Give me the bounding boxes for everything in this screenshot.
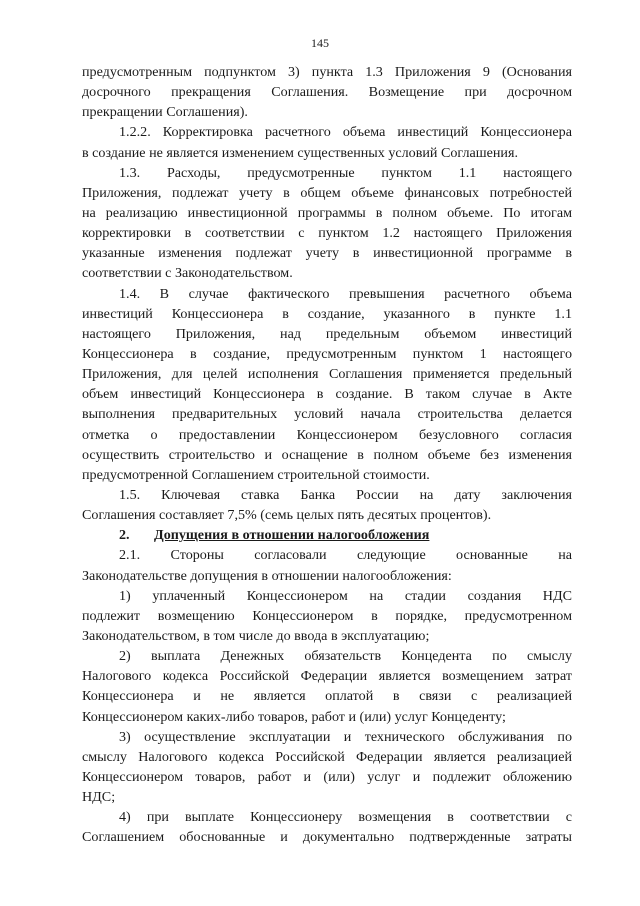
text-line: выполнения предварительных условий начала строительства делается [82, 406, 572, 423]
text-line: 2.1. Стороны согласовали следующие основанные на [119, 547, 572, 564]
text-line: Налогового кодекса Российской Федерации является возмещением затрат [82, 668, 572, 685]
text-line: в создание не является изменением существенных условий Соглашения. [82, 144, 518, 161]
text-line: прекращении Соглашения). [82, 104, 248, 121]
text-line: корректировки в соответствии с пунктом 1.2 настоящего Приложения [82, 225, 572, 242]
text-line: 2) выплата Денежных обязательств Концедента по смыслу [119, 648, 572, 665]
text-line: осуществить строительство и оснащение в полном объеме без изменения [82, 446, 572, 463]
text-line: смыслу Налогового кодекса Российской Федерации является реализацией [82, 748, 572, 765]
text-line: Концессионера в создание, предусмотренным пунктом 1 настоящего [82, 345, 572, 362]
text-line: 1.4. В случае фактического превышения расчетного объема [119, 285, 572, 302]
text-line: объем инвестиций Концессионера в создание. В таком случае в Акте [82, 386, 572, 403]
text-line: настоящего Приложения, над предельным объемом инвестиций [82, 325, 572, 342]
page-number: 145 [311, 36, 329, 50]
body-text [82, 62, 572, 847]
text-line: 1) уплаченный Концессионером на стадии создания НДС [119, 587, 572, 604]
text-line: Приложения, подлежат учету в общем объеме финансовых потребностей [82, 184, 572, 201]
text-line: подлежит возмещению Концессионером в порядке, предусмотренном [82, 607, 572, 624]
section-title: Допущения в отношении налогообложения [154, 527, 430, 544]
text-line: указанные изменения подлежат учету в инвестиционной программе в [82, 245, 572, 262]
text-line: инвестиций Концессионера в создание, указанного в пункте 1.1 [82, 305, 572, 322]
text-line: Законодательстве допущения в отношении налогообложения: [82, 567, 452, 584]
text-line: Законодательством, в том числе до ввода в эксплуатацию; [82, 627, 430, 644]
text-line: предусмотренной Соглашением строительной стоимости. [82, 466, 430, 483]
text-line: Концессионера и не является оплатой в связи с реализацией [82, 688, 572, 705]
text-line: досрочного прекращения Соглашения. Возмещение при досрочном [82, 84, 572, 101]
text-line: отметка о предоставлении Концессионером безусловного согласия [82, 426, 572, 443]
text-line: Концессионером каких-либо товаров, работ и (или) услуг Концеденту; [82, 708, 506, 725]
text-line: 3) осуществление эксплуатации и технического обслуживания по [119, 728, 572, 745]
text-line: Соглашения составляет 7,5% (семь целых пять десятых процентов). [82, 507, 492, 524]
text-line: Приложения, для целей исполнения Соглашения применяется предельный [82, 366, 572, 383]
text-line: НДС; [82, 789, 116, 806]
text-line: 1.5. Ключевая ставка Банка России на дату заключения [119, 486, 572, 503]
text-line: 1.3. Расходы, предусмотренные пунктом 1.1 настоящего [119, 164, 572, 181]
text-line: соответствии с Законодательством. [82, 265, 293, 282]
text-line: Соглашением обоснованные и документально подтвержденные затраты [82, 829, 572, 846]
text-line: 4) при выплате Концессионеру возмещения в соответствии с [119, 809, 572, 826]
text-line: Концессионером товаров, работ и (или) услуг и подлежит обложению [82, 768, 572, 785]
section-heading [82, 525, 572, 545]
text-line: 1.2.2. Корректировка расчетного объема инвестиций Концессионера [119, 124, 572, 141]
text-line: предусмотренным подпунктом 3) пункта 1.3 Приложения 9 (Основания [82, 64, 572, 80]
section-number: 2. [119, 527, 130, 544]
text-line: на реализацию инвестиционной программы в полном объеме. По итогам [82, 204, 572, 221]
